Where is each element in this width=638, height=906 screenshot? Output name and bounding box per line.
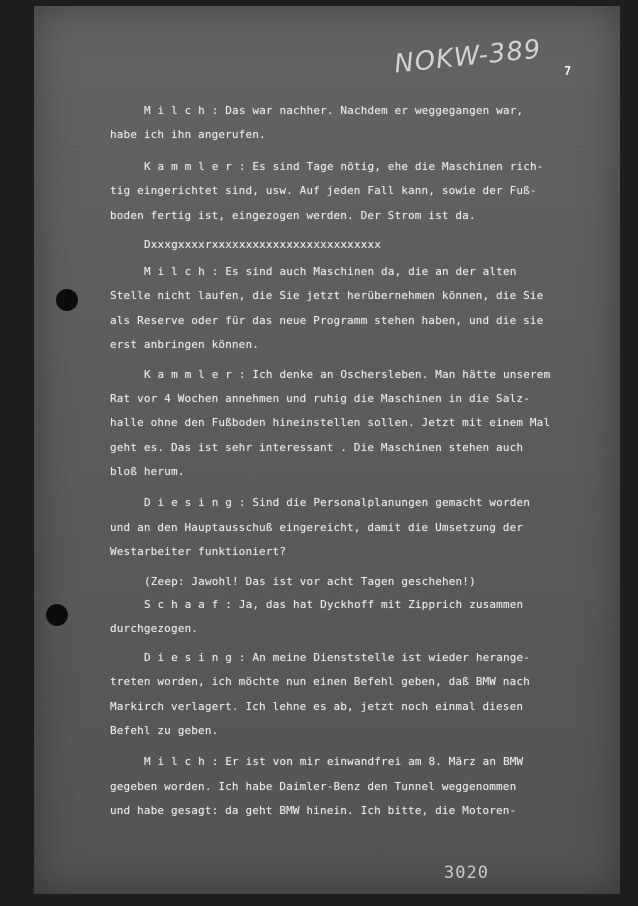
text-line: Westarbeiter funktioniert?	[110, 545, 287, 558]
text-line: Stelle nicht laufen, die Sie jetzt herübernehmen können, die Sie	[110, 289, 544, 302]
text-line: und habe gesagt: da geht BMW hinein. Ich bitte, die Motoren-	[110, 804, 517, 817]
text-line: durchgezogen.	[110, 622, 199, 635]
text-line: und an den Hauptausschuß eingereicht, damit die Umsetzung der	[110, 521, 524, 534]
paper-streak	[34, 146, 620, 147]
punch-hole-top	[56, 289, 78, 311]
text-line: M i l c h : Das war nachher. Nachdem er weggegangen war,	[144, 104, 524, 117]
text-line: D i e s i n g : An meine Dienststelle ist wieder herange-	[144, 651, 531, 664]
text-line: als Reserve oder für das neue Programm stehen haben, und die sie	[110, 314, 544, 327]
text-line: erst anbringen können.	[110, 338, 259, 351]
text-line: bloß herum.	[110, 465, 185, 478]
text-line: S c h a a f : Ja, das hat Dyckhoff mit Zipprich zusammen	[144, 598, 524, 611]
punch-hole-bottom	[46, 604, 68, 626]
text-line: boden fertig ist, eingezogen werden. Der Strom ist da.	[110, 209, 476, 222]
struck-line: Dxxxgxxxxrxxxxxxxxxxxxxxxxxxxxxxxxx	[144, 238, 382, 251]
archive-reference: NOKW-389	[392, 34, 543, 80]
text-line: K a m m l e r : Es sind Tage nötig, ehe die Maschinen rich-	[144, 160, 544, 173]
text-line: halle ohne den Fußboden hineinstellen sollen. Jetzt mit einem Mal	[110, 416, 551, 429]
page-number: 7	[564, 64, 572, 78]
text-line: M i l c h : Es sind auch Maschinen da, die an der alten	[144, 265, 517, 278]
text-line: D i e s i n g : Sind die Personalplanungen gemacht worden	[144, 496, 531, 509]
bottom-page-number: 3020	[444, 863, 489, 883]
text-line: (Zeep: Jawohl! Das ist vor acht Tagen geschehen!)	[144, 575, 476, 588]
text-line: habe ich ihn angerufen.	[110, 128, 266, 141]
text-line: tig eingerichtet sind, usw. Auf jeden Fall kann, sowie der Fuß-	[110, 184, 537, 197]
text-line: K a m m l e r : Ich denke an Oschersleben. Man hätte unserem	[144, 368, 551, 381]
text-line: gegeben worden. Ich habe Daimler-Benz den Tunnel weggenommen	[110, 780, 517, 793]
text-line: Markirch verlagert. Ich lehne es ab, jetzt noch einmal diesen	[110, 700, 524, 713]
document-page	[34, 6, 620, 894]
text-line: M i l c h : Er ist von mir einwandfrei am 8. März an BMW	[144, 755, 524, 768]
text-line: Rat vor 4 Wochen annehmen und ruhig die Maschinen in die Salz-	[110, 392, 530, 405]
text-line: Befehl zu geben.	[110, 724, 219, 737]
text-line: treten worden, ich möchte nun einen Befehl geben, daß BMW nach	[110, 675, 530, 688]
text-line: geht es. Das ist sehr interessant . Die Maschinen stehen auch	[110, 441, 524, 454]
